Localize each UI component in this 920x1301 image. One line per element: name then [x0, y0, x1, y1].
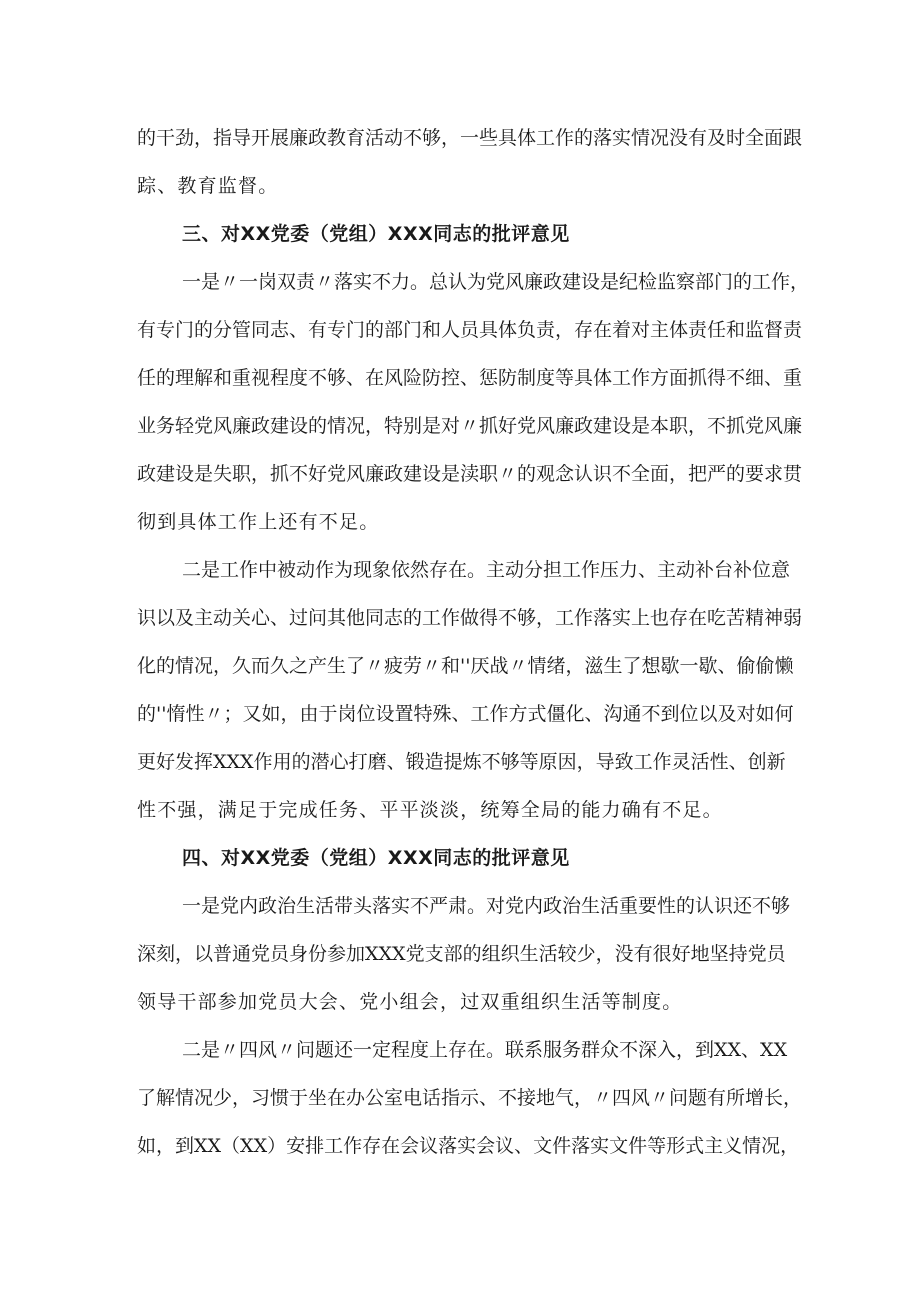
paragraph-line: 领导干部参加党员大会、党小组会，过双重组织生活等制度。 — [137, 991, 683, 1013]
paragraph-line: 识以及主动关心、过问其他同志的工作做得不够，工作落实上也存在吃苦精神弱 — [137, 607, 803, 629]
paragraph-line: 踪、教育监督。 — [137, 175, 279, 197]
paragraph-line: 二是工作中被动作为现象依然存在。主动分担工作压力、主动补台补位意 — [182, 559, 791, 581]
paragraph-line: 的''惰性〃；又如，由于岗位设置特殊、工作方式僵化、沟通不到位以及对如何 — [137, 703, 794, 725]
paragraph-line: 业务轻党风廉政建设的情况，特别是对〃抓好党风廉政建设是本职，不抓党风廉 — [137, 415, 803, 437]
paragraph-line: 有专门的分管同志、有专门的部门和人员具体负责，存在着对主体责任和监督责 — [137, 319, 803, 341]
paragraph-line: 性不强，满足于完成任务、平平淡淡，统筹全局的能力确有不足。 — [137, 799, 723, 821]
paragraph-line: 一是〃一岗双责〃落实不力。总认为党风廉政建设是纪检监察部门的工作， — [182, 271, 810, 293]
paragraph-line: 彻到具体工作上还有不足。 — [137, 511, 380, 533]
section-heading: 四、对XX党委（党组）XXX同志的批评意见 — [182, 847, 570, 869]
paragraph-line: 更好发挥XXX作用的潜心打磨、锻造提炼不够等原因，导致工作灵活性、创新 — [137, 751, 786, 773]
paragraph-line: 了解情况少，习惯于坐在办公室电话指示、不接地气，〃四风〃问题有所增长， — [137, 1087, 803, 1109]
paragraph-line: 二是〃四风〃问题还一定程度上存在。联系服务群众不深入，到XX、XX — [182, 1039, 788, 1061]
paragraph-line: 政建设是失职，抓不好党风廉政建设是渎职〃的观念认识不全面，把严的要求贯 — [137, 463, 803, 485]
paragraph-line: 深刻，以普通党员身份参加XXX党支部的组织生活较少，没有很好地坚持党员 — [137, 943, 786, 965]
section-heading: 三、对XX党委（党组）XXX同志的批评意见 — [182, 223, 570, 245]
paragraph-line: 一是党内政治生活带头落实不严肃。对党内政治生活重要性的认识还不够 — [182, 895, 791, 917]
paragraph-line: 化的情况，久而久之产生了〃疲劳〃和''厌战〃情绪，滋生了想歇一歇、偷偷懒 — [137, 655, 794, 677]
paragraph-line: 如，到XX（XX）安排工作存在会议落实会议、文件落实文件等形式主义情况， — [137, 1135, 800, 1157]
paragraph-line: 任的理解和重视程度不够、在风险防控、惩防制度等具体工作方面抓得不细、重 — [137, 367, 803, 389]
paragraph-line: 的干劲，指导开展廉政教育活动不够，一些具体工作的落实情况没有及时全面跟 — [137, 127, 803, 149]
